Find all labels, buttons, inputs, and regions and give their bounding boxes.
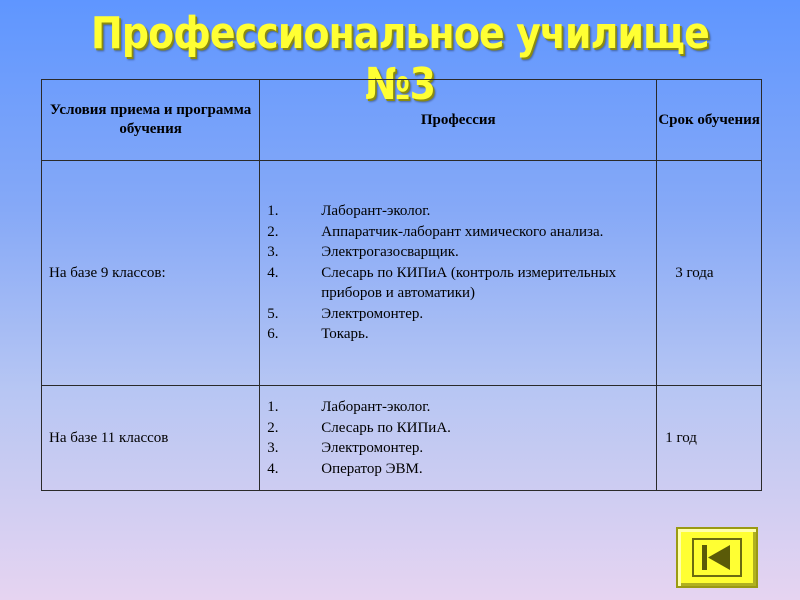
list-item (260, 397, 656, 418)
list-item (260, 324, 656, 345)
header-duration: Срок обучения (657, 80, 762, 161)
list-number: 2. (267, 223, 279, 240)
profession-name: Слесарь по КИПиА. (321, 419, 451, 436)
table-header-row (42, 80, 762, 161)
slide-title: Профессиональное училище №3 (91, 8, 709, 110)
condition-cell: На базе 11 классов (42, 386, 260, 491)
condition-cell: На базе 9 классов: (42, 161, 260, 386)
list-number: 4. (267, 460, 279, 477)
list-number: 1. (267, 203, 279, 220)
list-item (260, 201, 656, 222)
professions-table (41, 79, 762, 491)
profession-name: Электрогазосварщик. (321, 244, 459, 261)
list-item (260, 222, 656, 243)
profession-name: Токарь. (321, 326, 369, 343)
list-number: 6. (267, 326, 279, 343)
list-item (260, 438, 656, 459)
profession-cell (260, 161, 657, 386)
profession-list (260, 201, 656, 345)
table-row (42, 386, 762, 491)
list-number: 4. (267, 264, 279, 281)
header-conditions: Условия приема и программа обучения (50, 102, 252, 137)
skip-back-icon (694, 540, 740, 575)
list-number: 5. (267, 305, 279, 322)
table-row (42, 161, 762, 386)
list-item (260, 242, 656, 263)
profession-name: Лаборант-эколог. (321, 203, 431, 220)
duration-cell: 3 года (657, 161, 762, 386)
profession-name: Лаборант-эколог. (321, 399, 431, 415)
profession-list (260, 397, 656, 479)
list-number: 2. (267, 419, 279, 436)
profession-name: Электромонтер. (321, 305, 424, 322)
list-item (260, 263, 656, 304)
list-number: 3. (267, 244, 279, 261)
profession-name: Оператор ЭВМ. (321, 460, 423, 477)
list-item (260, 304, 656, 325)
profession-name: Слесарь по КИПиА (контроль измерительных приборов и автоматики) (321, 264, 617, 302)
profession-cell (260, 386, 657, 491)
duration-cell: 1 год (657, 386, 762, 491)
list-item (260, 418, 656, 439)
header-profession: Профессия (260, 80, 657, 161)
list-number: 3. (267, 440, 279, 456)
back-nav-button[interactable] (676, 527, 758, 588)
header-conditions-cell (42, 80, 260, 161)
profession-name: Аппаратчик-лаборант химического анализа. (321, 223, 604, 240)
back-nav-button-face[interactable] (692, 538, 742, 577)
profession-name: Электромонтер. (321, 440, 424, 456)
list-item (260, 459, 656, 480)
list-number: 1. (267, 399, 279, 415)
